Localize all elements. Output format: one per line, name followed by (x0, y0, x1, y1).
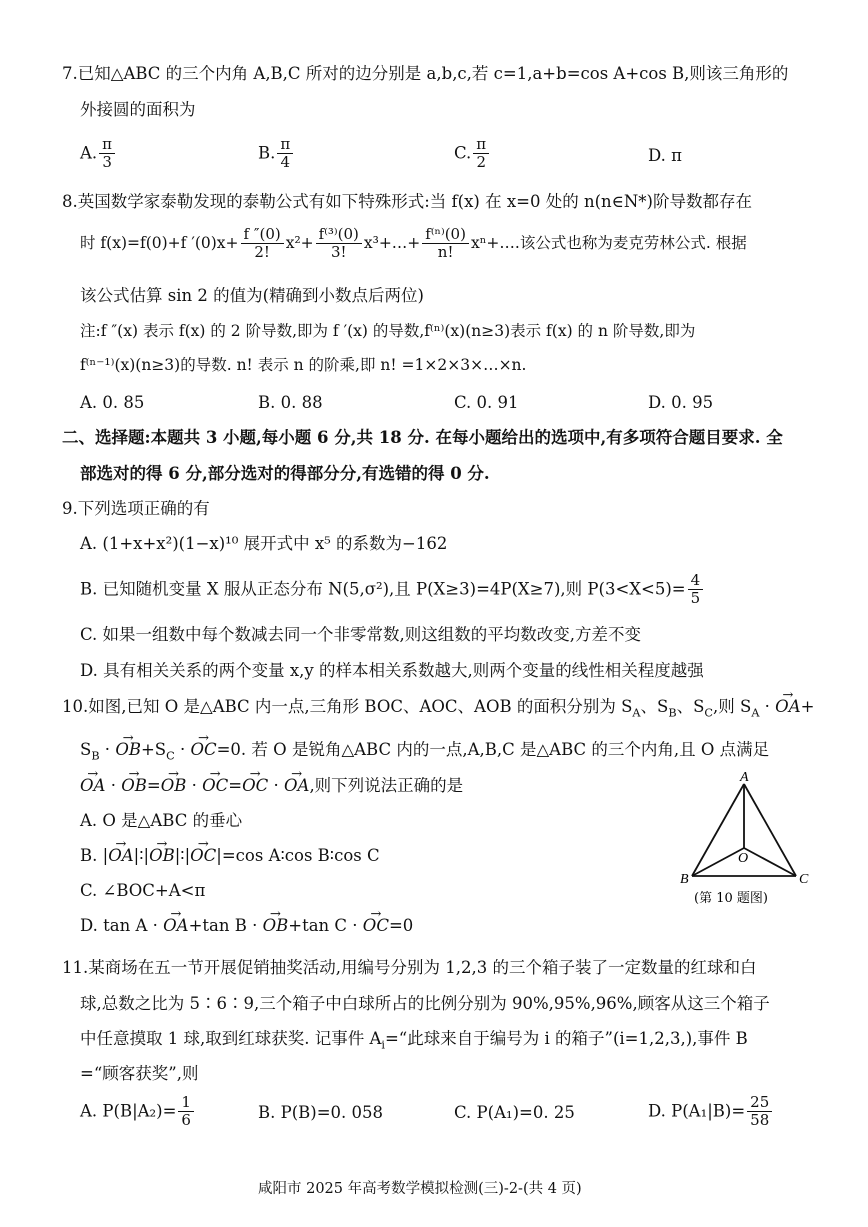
q8-formula-line: 时 f(x)=f(0)+f ′(0)x+ $\frac{f ''(0)}{2!}$ x²+ $\frac{\text{f⁽³⁾(0)}}{3!}$ x³+…+ $\frac{\text{f⁽ⁿ⁾(0)}}{n!}$ xⁿ+….该公式也称为麦克劳林公式. 根据 (80, 225, 747, 262)
q8-option-c: C. 0. 91 (454, 393, 519, 412)
q7-stem-a: 已知△ABC 的三个内角 A,B,C 所对的边分别是 a,b,c,若 c=1,a+b=cos A+cos B,则该三角形的 (77, 64, 789, 83)
q10-vertex-a-label: A (740, 770, 749, 785)
q10-number: 10. (62, 697, 89, 716)
q7-option-c-fraction: $\frac{\pi}{2}$ (473, 136, 489, 172)
q7-stem-line1 (62, 64, 788, 85)
q8-option-a: A. 0. 85 (80, 393, 145, 412)
q8-option-b: B. 0. 88 (258, 393, 323, 412)
q10-vertex-c-label: C (799, 872, 809, 887)
q7-option-b-fraction: $\frac{\pi}{4}$ (277, 136, 293, 172)
page-footer: 咸阳市 2025 年高考数学模拟检测(三)-2-(共 4 页) (258, 1181, 582, 1197)
q8-stem-line1 (62, 192, 752, 213)
q11-option-a: A. P(B|A₂)= $\frac{1}{6}$ (80, 1094, 196, 1130)
q10-stem-line3: → OA · → OB=→ OB · → OC=→ OC · → OA,则下列说法正确的是 (80, 776, 463, 797)
q8-term-3-fraction: $\frac{\text{f⁽³⁾(0)}}{3!}$ (316, 226, 362, 262)
q7-number: 7. (62, 64, 78, 83)
q9-stem: 9.下列选项正确的有 (62, 499, 210, 518)
q8-stem-a: 英国数学家泰勒发现的泰勒公式有如下特殊形式:当 f(x) 在 x=0 处的 n(n∈N*)阶导数都存在 (77, 192, 752, 211)
q10-stem-line1: 10.如图,已知 O 是△ABC 内一点,三角形 BOC、AOC、AOB 的面积分别为 $S_A$、$S_B$、$S_C$,则 $S_A$ · → OA+ (62, 697, 814, 720)
q10-option-a: A. O 是△ABC 的垂心 (80, 811, 243, 830)
q7-option-c: C. $\frac{\pi}{2}$ (454, 136, 491, 172)
q9-option-d: D. 具有相关关系的两个变量 x,y 的样本相关系数越大,则两个变量的线性相关程度越强 (80, 661, 704, 680)
q7-option-d: D. π (648, 146, 682, 165)
q10-option-b: B. |→ OA|∶|→ OB|∶|→ OC|=cos A∶cos B∶cos C (80, 846, 380, 867)
q10-figure-caption: (第 10 题图) (694, 891, 768, 906)
q7-option-a: A. $\frac{\pi}{3}$ (80, 136, 117, 172)
q9-option-b: B. 已知随机变量 X 服从正态分布 N(5,σ²),且 P(X≥3)=4P(X≥7),则 P(3<X<5)= $\frac{4}{5}$ (80, 572, 705, 608)
q11-stem-line2: 球,总数之比为 5∶6∶9,三个箱子中白球所占的比例分别为 90%,95%,96%,顾客从这三个箱子 (80, 994, 770, 1013)
q11-option-b: B. P(B)=0. 058 (258, 1103, 384, 1122)
q11-option-a-fraction: $\frac{1}{6}$ (178, 1094, 194, 1130)
q11-stem-line4: =“顾客获奖”,则 (80, 1064, 199, 1083)
q8-note-line1: 注:f ″(x) 表示 f(x) 的 2 阶导数,即为 f ′(x) 的导数,f⁽ⁿ⁾(x)(n≥3)表示 f(x) 的 n 阶导数,即为 (80, 322, 696, 340)
q10-triangle-figure (678, 770, 818, 920)
q8-stem-line3: 该公式估算 sin 2 的值为(精确到小数点后两位) (80, 286, 424, 305)
q11-option-d-fraction: $\frac{25}{58}$ (747, 1094, 772, 1130)
q10-option-d: D. tan A · → OA+tan B · → OB+tan C · → OC=0 (80, 916, 413, 937)
section2-heading-line2: 部选对的得 6 分,部分选对的得部分分,有选错的得 0 分. (80, 464, 490, 483)
q7-option-b: B. $\frac{\pi}{4}$ (258, 136, 295, 172)
q11-number: 11. (62, 958, 89, 977)
q9-number: 9. (62, 499, 78, 518)
q7-stem-line2: 外接圆的面积为 (80, 100, 196, 119)
section2-heading-line1: 二、选择题:本题共 3 小题,每小题 6 分,共 18 分. 在每小题给出的选项中,有多项符合题目要求. 全 (62, 428, 783, 447)
q8-term-2-fraction: $\frac{f ''(0)}{2!}$ (241, 226, 284, 262)
q10-option-c: C. ∠BOC+A<π (80, 881, 206, 900)
q11-option-d: D. P(A₁|B)= $\frac{25}{58}$ (648, 1094, 774, 1130)
q8-number: 8. (62, 192, 78, 211)
q10-point-o-label: O (738, 851, 749, 866)
q9-option-c: C. 如果一组数中每个数减去同一个非零常数,则这组数的平均数改变,方差不变 (80, 625, 642, 644)
q8-option-d: D. 0. 95 (648, 393, 714, 412)
q11-stem-line3: 中任意摸取 1 球,取到红球获奖. 记事件 $A_i=“$此球来自于编号为 i 的箱子”(i=1,2,3,),事件 B (80, 1029, 748, 1052)
q9-option-a: A. (1+x+x²)(1−x)¹⁰ 展开式中 x⁵ 的系数为−162 (80, 534, 448, 553)
q8-term-n-fraction: $\frac{\text{f⁽ⁿ⁾(0)}}{n!}$ (422, 226, 469, 262)
q10-stem-line2: $S_B$ · → $OB+S_C$ · → OC=0. 若 O 是锐角△ABC 内的一点,A,B,C 是△ABC 的三个内角,且 O 点满足 (80, 740, 769, 763)
q7-option-a-fraction: $\frac{\pi}{3}$ (99, 136, 115, 172)
q11-option-c: C. P(A₁)=0. 25 (454, 1103, 575, 1122)
q11-stem-line1: 11.某商场在五一节开展促销抽奖活动,用编号分别为 1,2,3 的三个箱子装了一定数量的红球和白 (62, 958, 757, 977)
q10-vertex-b-label: B (680, 872, 689, 887)
q8-note-line2: f⁽ⁿ⁻¹⁾(x)(n≥3)的导数. n! 表示 n 的阶乘,即 n! =1×2×3×…×n. (80, 356, 527, 374)
q9-option-b-fraction: $\frac{4}{5}$ (688, 572, 704, 608)
